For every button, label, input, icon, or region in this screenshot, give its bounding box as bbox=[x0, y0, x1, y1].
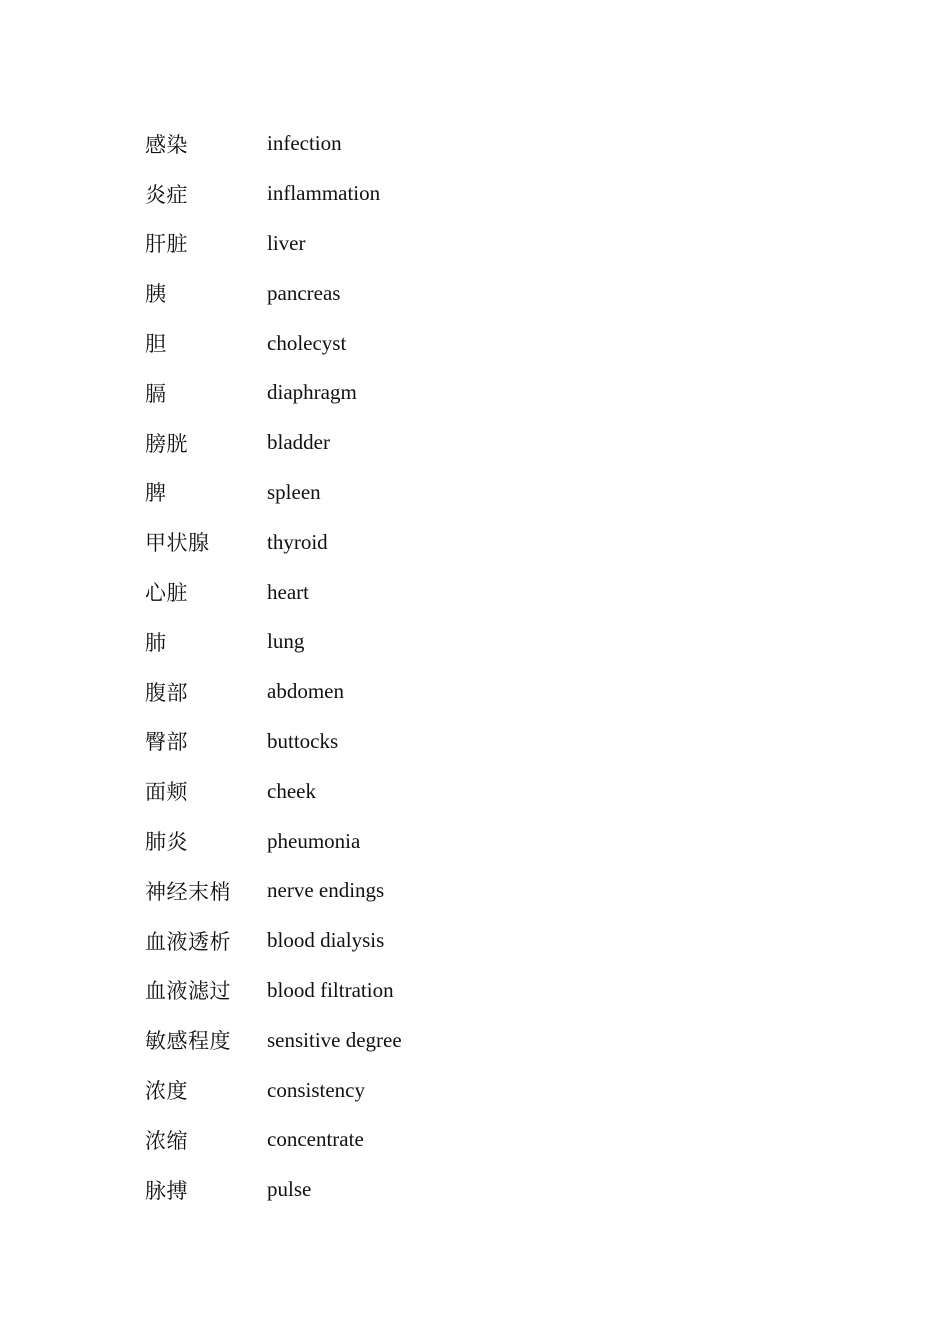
english-term: sensitive degree bbox=[267, 1027, 402, 1052]
chinese-term: 神经末梢 bbox=[145, 879, 231, 904]
english-term: cheek bbox=[267, 778, 316, 803]
chinese-term: 心脏 bbox=[145, 581, 188, 606]
glossary-row bbox=[145, 1115, 402, 1165]
english-term: bladder bbox=[267, 430, 330, 455]
english-term: heart bbox=[267, 579, 309, 604]
english-term: concentrate bbox=[267, 1127, 364, 1152]
glossary-row bbox=[145, 766, 402, 816]
english-term: liver bbox=[267, 230, 306, 255]
chinese-term: 脾 bbox=[145, 481, 167, 506]
glossary-row bbox=[145, 169, 402, 219]
chinese-term: 肝脏 bbox=[145, 232, 188, 257]
glossary-row bbox=[145, 219, 402, 269]
english-term: consistency bbox=[267, 1077, 365, 1102]
chinese-term: 炎症 bbox=[145, 182, 188, 207]
chinese-term: 肺炎 bbox=[145, 830, 188, 855]
chinese-term: 臀部 bbox=[145, 730, 188, 755]
english-term: blood dialysis bbox=[267, 928, 385, 953]
glossary-row bbox=[145, 468, 402, 518]
english-term: infection bbox=[267, 131, 342, 156]
glossary-row bbox=[145, 1015, 402, 1065]
chinese-term: 胰 bbox=[145, 282, 167, 307]
english-term: lung bbox=[267, 629, 305, 654]
glossary-row bbox=[145, 866, 402, 916]
english-term: pulse bbox=[267, 1177, 312, 1202]
chinese-term: 膀胱 bbox=[145, 431, 188, 456]
chinese-term: 肺 bbox=[145, 630, 167, 655]
chinese-term: 面颊 bbox=[145, 780, 188, 805]
glossary-row bbox=[145, 1065, 402, 1115]
glossary-row bbox=[145, 368, 402, 418]
glossary-row bbox=[145, 717, 402, 767]
glossary-list bbox=[145, 119, 402, 1215]
chinese-term: 腹部 bbox=[145, 680, 188, 705]
english-term: nerve endings bbox=[267, 878, 385, 903]
chinese-term: 血液滤过 bbox=[145, 979, 231, 1004]
english-term: pancreas bbox=[267, 280, 341, 305]
glossary-row bbox=[145, 966, 402, 1016]
chinese-term: 脉搏 bbox=[145, 1178, 188, 1203]
english-term: inflammation bbox=[267, 181, 381, 206]
chinese-term: 甲状腺 bbox=[145, 531, 210, 556]
glossary-row bbox=[145, 916, 402, 966]
chinese-term: 浓度 bbox=[145, 1079, 188, 1104]
english-term: abdomen bbox=[267, 679, 344, 704]
glossary-row bbox=[145, 567, 402, 617]
english-term: blood filtration bbox=[267, 977, 394, 1002]
chinese-term: 膈 bbox=[145, 381, 167, 406]
chinese-term: 敏感程度 bbox=[145, 1029, 231, 1054]
english-term: diaphragm bbox=[267, 380, 357, 405]
glossary-row bbox=[145, 268, 402, 318]
chinese-term: 胆 bbox=[145, 332, 167, 357]
english-term: spleen bbox=[267, 479, 321, 504]
glossary-row bbox=[145, 418, 402, 468]
glossary-row bbox=[145, 517, 402, 567]
english-term: pheumonia bbox=[267, 828, 361, 853]
glossary-row bbox=[145, 617, 402, 667]
glossary-row bbox=[145, 119, 402, 169]
english-term: thyroid bbox=[267, 529, 328, 554]
chinese-term: 浓缩 bbox=[145, 1128, 188, 1153]
english-term: cholecyst bbox=[267, 330, 347, 355]
english-term: buttocks bbox=[267, 728, 339, 753]
glossary-row bbox=[145, 667, 402, 717]
chinese-term: 感染 bbox=[145, 132, 188, 157]
glossary-row bbox=[145, 1165, 402, 1215]
glossary-row bbox=[145, 816, 402, 866]
glossary-row bbox=[145, 318, 402, 368]
chinese-term: 血液透析 bbox=[145, 929, 231, 954]
